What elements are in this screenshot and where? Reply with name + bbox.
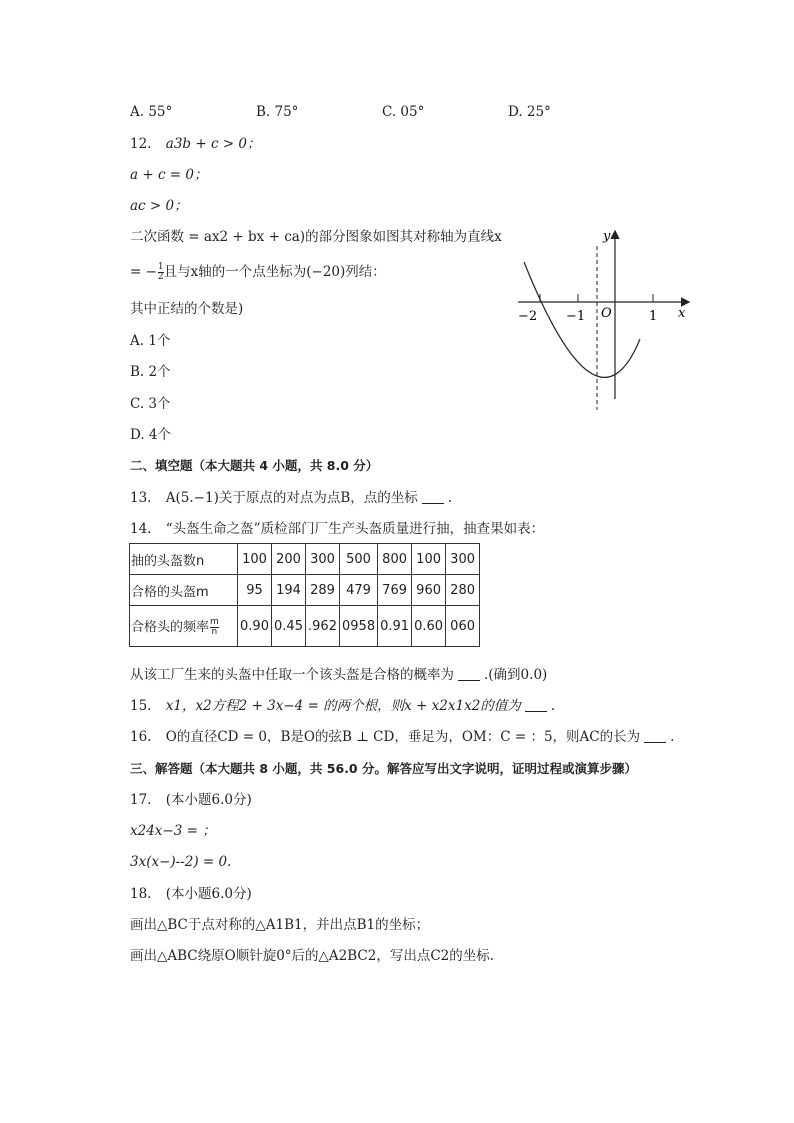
q17-score: (本小题6.0分) (165, 792, 252, 808)
table-row (130, 575, 480, 606)
q14-after-text: 从该工厂生来的头盔中任取一个该头盔是合格的概率为 (130, 667, 454, 683)
q11-option-b: B. 75° (256, 104, 299, 120)
tick-label-neg2: −2 (518, 309, 538, 324)
q12-body-line2-suffix: 且与x轴的一个点坐标为(−20)列结： (163, 264, 386, 280)
section3-heading: 三、解答题（本大题共 8 小题，共 56.0 分。解答应写出文字说明，证明过程或演算步骤） (130, 761, 637, 776)
row2-label: 合格的头盔m (130, 575, 238, 606)
table-cell: 300 (306, 544, 340, 575)
q12-option-a: A. 1个 (130, 333, 171, 349)
table-cell: 280 (446, 575, 480, 606)
q15-number: 15. (130, 698, 152, 714)
table-cell: 289 (306, 575, 340, 606)
q17-line2: 3x(x−)--2) = 0. (130, 854, 232, 870)
table-cell: .962 (306, 606, 340, 647)
q16 (130, 728, 674, 746)
table-cell: 0958 (340, 606, 378, 647)
q13-end: . (447, 490, 453, 506)
q13-text: A(5.−1)关于原点的对点为点B，点的坐标 (165, 490, 418, 506)
row1-label: 抽的头盔数n (130, 544, 238, 575)
q17-header (130, 791, 252, 809)
tick-label-1: 1 (649, 309, 658, 324)
table-cell: 200 (272, 544, 306, 575)
q12-stmt1 (130, 135, 261, 153)
table-cell: 0.60 (412, 606, 446, 647)
q17-number: 17. (130, 792, 152, 808)
q12-body-line2-prefix: = − (130, 264, 157, 280)
q16-text: O的直径CD = 0，B是O的弦B ⊥ CD，垂足为，OM：C = ：5，则AC的长为 (165, 729, 641, 745)
q16-number: 16. (130, 729, 152, 745)
row3-frac-num: m (210, 616, 219, 627)
q15-end: . (550, 698, 556, 714)
table-row (130, 606, 480, 647)
q16-end: . (670, 729, 675, 745)
q14-after-end: .(确到0.0) (484, 667, 548, 683)
q15-answer-blank[interactable] (525, 699, 547, 712)
table-cell: 800 (378, 544, 412, 575)
parabola-graph (510, 224, 700, 414)
table-cell: 0.91 (378, 606, 412, 647)
x-axis-label: x (678, 306, 686, 321)
table-row (130, 544, 480, 575)
q11-option-c: C. 05° (382, 104, 425, 120)
q12-number: 12. (130, 136, 152, 152)
q12-stmt2: a + c = 0； (130, 167, 208, 183)
q14-number: 14. (130, 521, 152, 537)
table-cell: 194 (272, 575, 306, 606)
q12-body-line3: 其中正结的个数是) (130, 301, 244, 317)
table-cell: 500 (340, 544, 378, 575)
table-cell: 060 (446, 606, 480, 647)
q18-line2: 画出△ABC绕原O顺针旋0°后的△A2BC2，写出点C2的坐标. (130, 948, 495, 964)
section2-heading: 二、填空题（本大题共 4 小题，共 8.0 分） (130, 458, 379, 473)
table-cell: 100 (238, 544, 272, 575)
q12-option-b: B. 2个 (130, 364, 171, 380)
row3-fraction (210, 618, 219, 637)
row3-label-text: 合格头的频率 (131, 619, 210, 635)
table-cell: 100 (412, 544, 446, 575)
q15-text: x1，x2方程2 + 3x−4 = 的两个根，则x + x2x1x2的值为 (165, 698, 521, 714)
table-cell: 769 (378, 575, 412, 606)
q12-stmt1-text: a3b + c > 0； (165, 136, 261, 152)
q14 (130, 520, 544, 538)
table-cell: 300 (446, 544, 480, 575)
q14-table (129, 543, 480, 647)
row3-label (130, 606, 238, 647)
table-cell: 95 (238, 575, 272, 606)
q17-line1: x24x−3 = ； (130, 823, 216, 839)
q12-stmt3: ac > 0； (130, 198, 188, 214)
q11-option-a: A. 55° (130, 104, 173, 120)
q13 (130, 489, 452, 507)
q18-header (130, 885, 252, 903)
q14-after (130, 666, 547, 684)
q12-option-d: D. 4个 (130, 427, 172, 443)
q18-line1: 画出△BC于点对称的△A1B1，并出点B1的坐标； (130, 917, 430, 933)
q18-score: (本小题6.0分) (165, 886, 252, 902)
row3-frac-den: n (211, 626, 218, 637)
table-cell: 479 (340, 575, 378, 606)
table-cell: 960 (412, 575, 446, 606)
q12-option-c: C. 3个 (130, 396, 171, 412)
q13-answer-blank[interactable] (422, 491, 444, 504)
q12-body-line1: 二次函数 = ax2 + bx + ca)的部分图象如图其对称轴为直线x (130, 229, 502, 245)
table-cell: 0.90 (238, 606, 272, 647)
q12-frac-den: 2 (157, 272, 164, 282)
q12-frac-num: 1 (157, 262, 164, 272)
q13-number: 13. (130, 490, 152, 506)
q14-text: “头盔生命之盔”质检部门厂生产头盔质量进行抽，抽查果如表： (165, 521, 545, 537)
q15 (130, 697, 555, 715)
q12-body-line2 (130, 263, 386, 282)
q14-answer-blank[interactable] (458, 668, 480, 681)
origin-label: O (601, 306, 612, 321)
q16-answer-blank[interactable] (644, 730, 666, 743)
table-cell: 0.45 (272, 606, 306, 647)
tick-label-neg1: −1 (566, 309, 586, 324)
q18-number: 18. (130, 886, 152, 902)
q11-option-d: D. 25° (508, 104, 551, 120)
y-axis-label: y (603, 229, 611, 244)
